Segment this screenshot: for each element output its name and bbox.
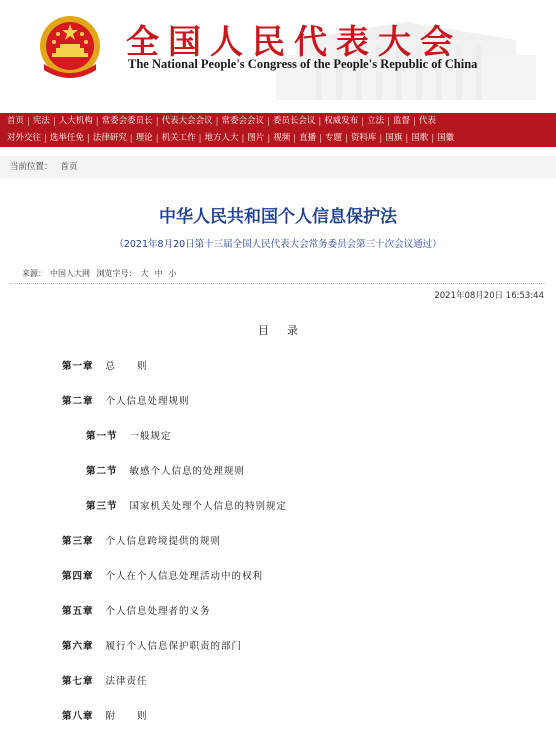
- nav-item-standing-committee-sessions[interactable]: 常委会会议: [221, 116, 264, 126]
- site-subtitle: The National People's Congress of the People's Republic of China: [128, 57, 478, 71]
- nav-item-chairman[interactable]: 常委会委员长: [101, 116, 153, 126]
- nav-separator: |: [198, 133, 202, 144]
- toc-item-label: 第三章: [62, 536, 94, 547]
- nav-item-national-anthem[interactable]: 国歌: [411, 133, 429, 143]
- nav-item-agency-work[interactable]: 机关工作: [161, 133, 196, 143]
- nav-item-legal-research[interactable]: 法律研究: [92, 133, 127, 143]
- nav-separator: |: [129, 133, 133, 144]
- nav-separator: |: [319, 133, 323, 144]
- toc-item-label: 第二章: [62, 396, 94, 407]
- main-nav: [0, 113, 556, 147]
- nav-item-pictures[interactable]: 图片: [247, 133, 265, 143]
- nav-item-live[interactable]: 直播: [299, 133, 317, 143]
- toc-item-label: 第四章: [62, 571, 94, 582]
- toc-item: [62, 568, 263, 582]
- publish-timestamp: 2021年08月20日 16:53:44: [434, 291, 544, 301]
- toc-item-label: 第二节: [86, 466, 118, 477]
- breadcrumb-label: 当前位置：: [10, 162, 53, 172]
- toc-item: [86, 498, 287, 512]
- toc-item-label: 第三节: [86, 501, 118, 512]
- source-label: 来源：: [22, 269, 46, 278]
- nav-separator: |: [379, 133, 383, 144]
- nav-item-database[interactable]: 资料库: [350, 133, 377, 143]
- nav-row-2: [0, 130, 556, 147]
- nav-separator: |: [241, 133, 245, 144]
- nav-separator: |: [52, 116, 56, 127]
- toc-item: [62, 708, 148, 722]
- nav-item-constitution[interactable]: 宪法: [32, 116, 50, 126]
- toc-item-label: 第一章: [62, 361, 94, 372]
- nav-item-theory[interactable]: 理论: [135, 133, 153, 143]
- toc-item: [62, 603, 211, 617]
- toc-item-label: 第七章: [62, 676, 94, 687]
- toc-item-label: 第一节: [86, 431, 118, 442]
- nav-separator: |: [293, 133, 297, 144]
- nav-separator: |: [95, 116, 99, 127]
- toc-item-text: 一般规定: [129, 431, 172, 442]
- toc-item-text: 个人信息处理规则: [105, 396, 190, 407]
- nav-item-home[interactable]: 首页: [7, 116, 25, 126]
- toc-item-text: 履行个人信息保护职责的部门: [105, 641, 243, 652]
- toc-item-label: 第八章: [62, 711, 94, 722]
- toc-item: [62, 638, 242, 652]
- toc-item: [62, 358, 148, 372]
- toc-item: [62, 393, 190, 407]
- toc-item: [86, 428, 172, 442]
- article-subtitle: （2021年8月20日第十三届全国人民代表大会常务委员会第三十次会议通过）: [114, 239, 442, 250]
- article-title: 中华人民共和国个人信息保护法: [159, 207, 397, 227]
- nav-separator: |: [267, 133, 271, 144]
- nav-separator: |: [345, 133, 348, 144]
- nav-item-video[interactable]: 视频: [273, 133, 291, 143]
- nav-row-1: [0, 113, 556, 130]
- font-size-small-button[interactable]: 小: [168, 269, 177, 278]
- toc-item: [62, 533, 221, 547]
- nav-separator: |: [413, 116, 416, 127]
- nav-item-national-emblem[interactable]: 国徽: [437, 133, 455, 143]
- nav-item-supervision[interactable]: 监督: [393, 116, 411, 126]
- nav-separator: |: [215, 116, 219, 127]
- toc-item-text: 个人信息跨境提供的规则: [105, 536, 222, 547]
- article-meta: [22, 268, 183, 279]
- font-size-medium-button[interactable]: 中: [154, 269, 163, 278]
- nav-item-congress-sessions[interactable]: 代表大会会议: [161, 116, 213, 126]
- nav-item-chairman-meetings[interactable]: 委员长会议: [272, 116, 316, 126]
- toc-item-text: 个人信息处理者的义务: [105, 606, 211, 617]
- font-size-large-button[interactable]: 大: [140, 269, 149, 278]
- nav-item-npc-organs[interactable]: 人大机构: [58, 116, 93, 126]
- toc-item-text: 敏感个人信息的处理规则: [129, 466, 246, 477]
- breadcrumb-home-link[interactable]: 首页: [60, 162, 78, 172]
- toc-heading: 目录: [258, 324, 316, 337]
- nav-separator: |: [387, 116, 391, 127]
- toc-item-label: 第六章: [62, 641, 94, 652]
- nav-separator: |: [361, 116, 365, 127]
- nav-separator: |: [431, 133, 435, 144]
- font-size-label: 浏览字号：: [96, 269, 137, 278]
- toc-item: [86, 463, 245, 477]
- breadcrumb: [0, 156, 556, 178]
- nav-item-deputies[interactable]: 代表: [418, 116, 436, 126]
- nav-separator: |: [155, 133, 159, 144]
- toc-item: [62, 673, 148, 687]
- nav-item-local-congress[interactable]: 地方人大: [204, 133, 239, 143]
- source-value: 中国人大网: [50, 269, 90, 278]
- nav-separator: |: [266, 116, 270, 127]
- nav-item-elections[interactable]: 选举任免: [49, 133, 84, 143]
- nav-item-foreign-affairs[interactable]: 对外交往: [7, 133, 42, 143]
- toc-item-label: 第五章: [62, 606, 94, 617]
- nav-item-national-flag[interactable]: 国旗: [385, 133, 403, 143]
- nav-separator: |: [44, 133, 47, 144]
- nav-separator: |: [405, 133, 409, 144]
- nav-item-official-releases[interactable]: 权威发布: [324, 116, 359, 126]
- nav-separator: |: [86, 133, 90, 144]
- meta-divider: [10, 283, 546, 284]
- toc-item-text: 总 则: [105, 361, 148, 372]
- toc-item-text: 国家机关处理个人信息的特别规定: [129, 501, 288, 512]
- toc-item-text: 个人在个人信息处理活动中的权利: [105, 571, 264, 582]
- national-emblem-icon[interactable]: [38, 12, 102, 84]
- nav-item-legislation[interactable]: 立法: [367, 116, 385, 126]
- nav-separator: |: [27, 116, 30, 127]
- toc-item-text: 法律责任: [105, 676, 148, 687]
- nav-separator: |: [155, 116, 159, 127]
- nav-separator: |: [318, 116, 322, 127]
- site-header: [0, 0, 556, 100]
- nav-item-topics[interactable]: 专题: [325, 133, 343, 143]
- toc-item-text: 附 则: [105, 711, 148, 722]
- site-title: 全国人民代表大会: [126, 22, 462, 61]
